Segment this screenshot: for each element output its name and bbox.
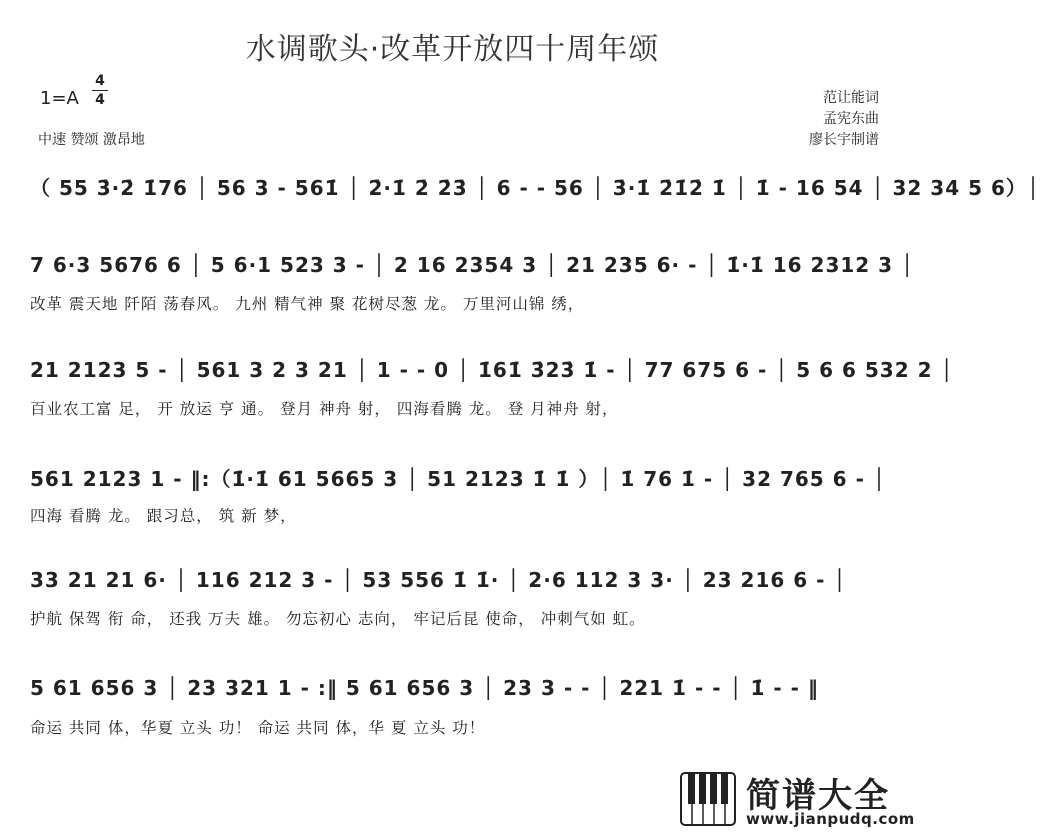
tempo-marking: 中速 赞颂 激昂地 bbox=[38, 132, 145, 148]
time-signature-line bbox=[92, 90, 108, 91]
score-row-3-lyric: 百业农工富 足， 开 放运 亨 通。 登月 神舟 射， 四海看腾 龙。 登 月神舟 射， bbox=[30, 400, 619, 418]
time-signature bbox=[90, 72, 110, 109]
logo-url: www.jianpudq.com bbox=[746, 810, 915, 828]
score-row-4-lyric: 四海 看腾 龙。 跟习总， 筑 新 梦， bbox=[30, 507, 297, 525]
notation-credit: 廖长宇制谱 bbox=[809, 132, 879, 148]
time-signature-bottom: 4 bbox=[95, 92, 105, 108]
score-row-1-notes: （ 55 3̇·2̇ 1̇76 │ 56 3 - 561̇ │ 2̇·1̇ 2̇ 2̇3̇ │ 6 - - 56 │ 3̇·1̇ 2̇1̇2̇ 1̇ │ 1̇ - 16 54 │ 32 34 5 6）│ bbox=[30, 176, 1040, 200]
score-row-6-lyric: 命运 共同 体，华夏 立头 功！ 命运 共同 体，华 夏 立头 功！ bbox=[30, 719, 486, 737]
score-row-2-lyric: 改革 震天地 阡陌 荡春风。 九州 精气神 聚 花树尽葱 龙。 万里河山锦 绣， bbox=[30, 295, 585, 313]
credits bbox=[809, 88, 879, 151]
site-logo bbox=[680, 766, 915, 832]
lyricist-credit: 范让能词 bbox=[823, 90, 879, 106]
logo-title: 简谱大全 bbox=[746, 776, 890, 816]
score-row-2-notes: 7 6·3 5676 6 │ 5 6·1 523 3 - │ 2 16 2354 3 │ 21 235 6· - │ 1̇·1̇ 16 2312 3 │ bbox=[30, 253, 915, 277]
score-row-5-lyric: 护航 保驾 衔 命， 还我 万夫 雄。 勿忘初心 志向， 牢记后昆 使命， 冲刺气如 虹。 bbox=[30, 610, 646, 628]
time-signature-top: 4 bbox=[95, 73, 105, 89]
score-row-6-notes: 5 61 656 3 │ 23 321 1 - :‖ 5 61 656 3 │ 23 3 - - │ 221 1̇ - - │ 1̇ - - ‖ bbox=[30, 676, 819, 700]
composer-credit: 孟宪东曲 bbox=[823, 111, 879, 127]
score-row-3-notes: 21 2123 5 - │ 561 3 2 3 21 │ 1 - - 0 │ 1̇61̇ 3̇23̇ 1̇ - │ 77 675 6 - │ 5 6 6 532 2 │ bbox=[30, 358, 954, 382]
score-row-4-notes: 561 2123 1 - ‖:（1̇·1̇ 61 5665 3 │ 51 2123 1̇ 1̇ ）│ 1̇ 76 1̇ - │ 32 765 6 - │ bbox=[30, 467, 886, 491]
key-signature: 1=A bbox=[40, 88, 79, 109]
score-row-5-notes: 33 21 21 6· │ 116 212 3 - │ 53 556 1̇ 1̇· │ 2·6 112 3 3· │ 23 216 6 - │ bbox=[30, 568, 847, 592]
page-title: 水调歌头·改革开放四十周年颂 bbox=[245, 32, 660, 67]
piano-keys-icon bbox=[680, 772, 736, 826]
